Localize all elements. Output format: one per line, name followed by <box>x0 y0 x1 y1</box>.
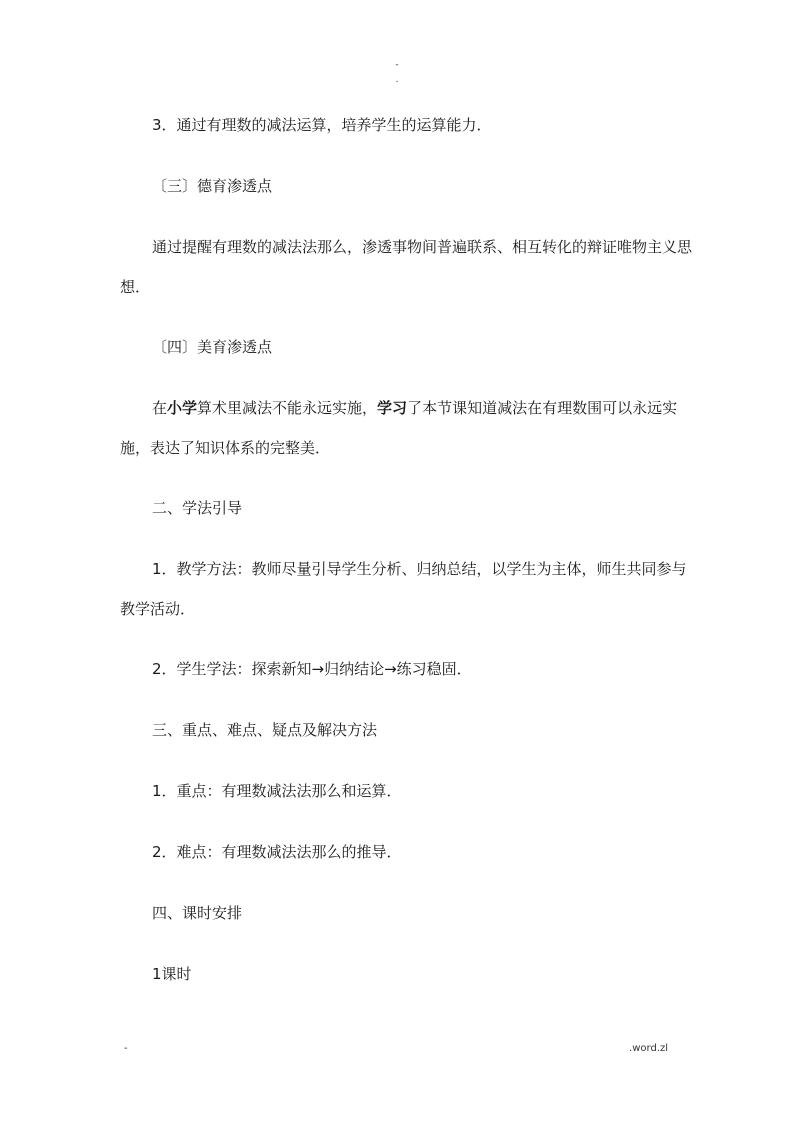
paragraph-ability-goal: 3．通过有理数的减法运算，培养学生的运算能力． <box>152 116 492 134</box>
paragraph-lesson-count: 1课时 <box>152 965 192 983</box>
section-heading-moral: 〔三〕德育渗透点 <box>152 177 273 195</box>
paragraph-teaching-method: 1．教学方法：教师尽量引导学生分析、归纳总结，以学生为主体，师生共同参与教学活动． <box>120 560 687 618</box>
header-mark: - <box>395 60 399 70</box>
bold-run-primary-school: 小学 <box>167 399 198 417</box>
paragraph-difficulty: 2．难点：有理数减法法那么的推导． <box>152 843 402 861</box>
footer-mark: - <box>124 1043 128 1054</box>
paragraph-key-point: 1．重点：有理数减法法那么和运算． <box>152 782 402 800</box>
header-dot: . <box>395 75 399 85</box>
text-run: 算术里减法不能永远实施， <box>197 399 378 417</box>
section-heading-aesthetic: 〔四〕美育渗透点 <box>152 338 273 356</box>
text-run: 在 <box>152 399 168 417</box>
text-run: 了本节课知道减法在有理数围可以永远实施，表达了知识体系的完整美． <box>120 399 678 457</box>
footer-watermark: .word.zl <box>629 1043 668 1054</box>
document-body <box>120 105 695 1015</box>
section-heading-method-guide: 二、学法引导 <box>152 499 243 517</box>
bold-run-study: 学习 <box>377 399 408 417</box>
paragraph-aesthetic <box>120 388 695 468</box>
section-heading-schedule: 四、课时安排 <box>152 904 243 922</box>
paragraph-moral: 通过提醒有理数的减法法那么，渗透事物间普遍联系、相互转化的辩证唯物主义思想． <box>120 238 693 296</box>
section-heading-key-points: 三、重点、难点、疑点及解决方法 <box>152 721 378 739</box>
paragraph-learning-method: 2．学生学法：探索新知→归纳结论→练习稳固． <box>152 660 472 678</box>
